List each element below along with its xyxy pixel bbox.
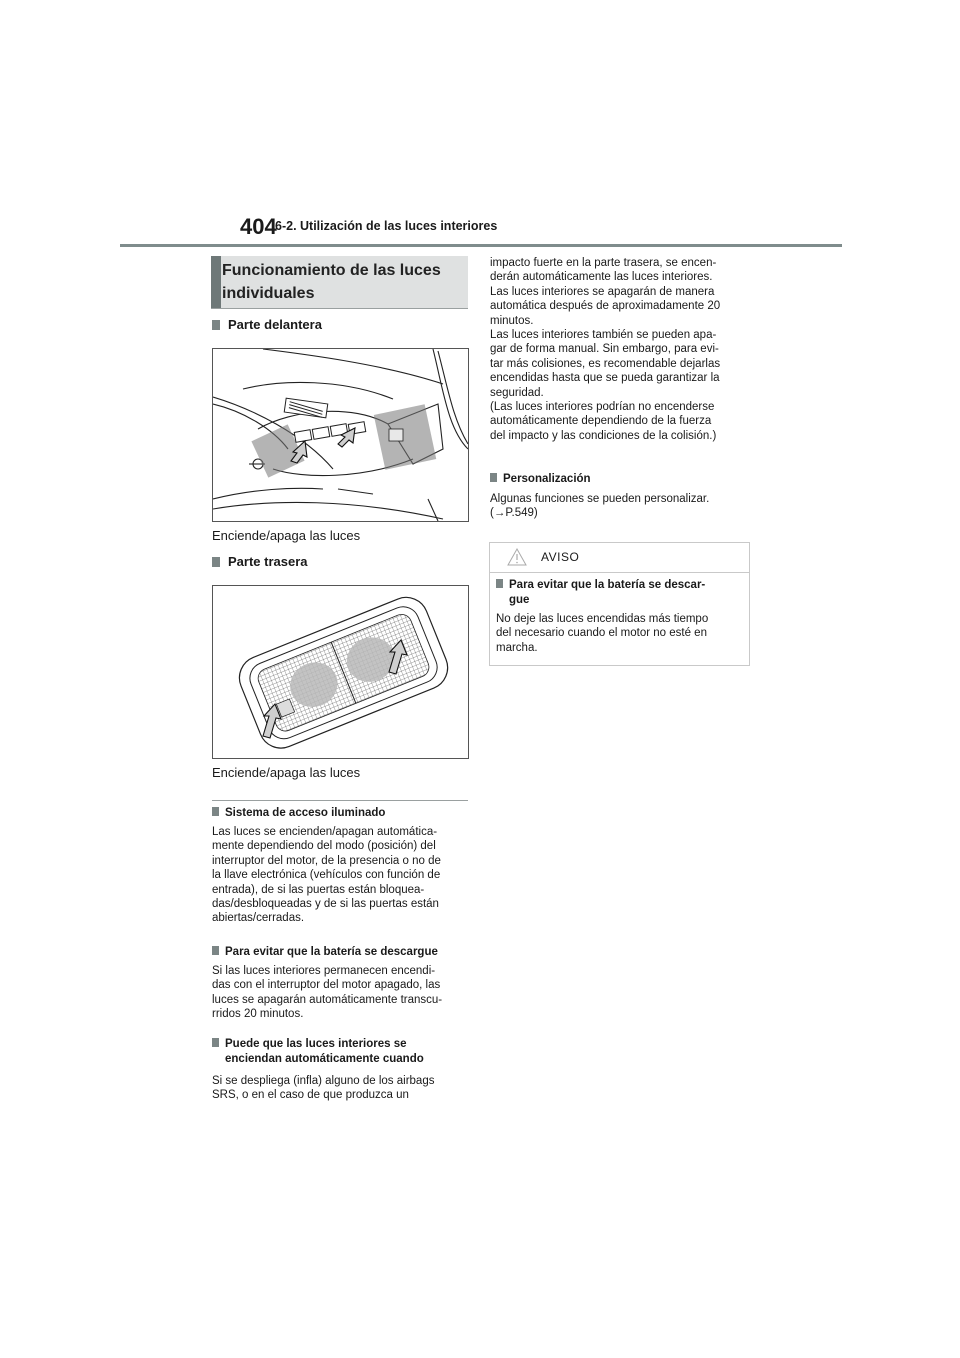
note-heading-auto-on: Puede que las luces interiores se enciendan automáticamente cuando	[212, 1037, 424, 1067]
continued-text: impacto fuerte en la parte trasera, se encen- derán automáticamente las luces interiores. Las luces interiores se apagarán de manera automática después de aproximadamente 20 minutos. Las luces interiores también se pueden apa- gar de forma manual. Sin embargo, para evi- tar más colisiones, es recomendable dejarlas encendidas hasta que se pueda garantizar la seguridad. (Las luces interiores podrían no encenderse automáticamente dependiendo de la fuerza del impacto y las condiciones de la colisión.)	[490, 257, 721, 442]
notes-divider	[212, 800, 468, 801]
bullet-square-icon	[212, 807, 219, 816]
chapter-title: 6-2. Utilización de las luces interiores	[275, 219, 498, 233]
personalization-text: Algunas funciones se pueden personalizar. (→P.549)	[490, 493, 710, 520]
rear-light-illustration	[212, 585, 469, 759]
bullet-square-icon	[496, 579, 503, 588]
personalization-heading: Personalización	[490, 472, 591, 487]
bullet-square-icon	[490, 473, 497, 482]
warning-label: AVISO	[541, 550, 580, 564]
section-divider	[211, 308, 468, 309]
bullet-square-icon	[212, 320, 220, 330]
front-light-illustration	[212, 348, 469, 522]
page-number: 404	[240, 214, 277, 239]
warning-header-divider	[490, 572, 749, 573]
header-divider	[120, 244, 842, 247]
warning-heading-line2: gue	[509, 594, 530, 606]
warning-triangle-icon	[507, 548, 527, 566]
note-text-illuminated-entry: Las luces se encienden/apagan automática- mente dependiendo del modo (posición) del interruptor del motor, de la presencia o no de la llave electrónica (vehículos con función de entrada), de si las puertas están bloquea- das/desbloqueadas y de si las puertas están abiertas/cerradas.	[212, 826, 441, 925]
front-caption: Enciende/apaga las luces	[212, 528, 361, 543]
note-text-battery: Si las luces interiores permanecen encendi- das con el interruptor del motor apagado, las luces se apagarán automáticamente transcu- rridos 20 minutos.	[212, 965, 443, 1021]
section-title-line1: Funcionamiento de las luces	[222, 262, 441, 279]
rear-lamp-drawing	[213, 586, 468, 758]
bullet-square-icon	[212, 946, 219, 955]
front-console-drawing	[213, 349, 468, 521]
bullet-square-icon	[212, 1038, 219, 1047]
note-heading-auto-on-line2: enciendan automáticamente cuando	[225, 1053, 424, 1065]
note-text-auto-on: Si se despliega (infla) alguno de los airbags SRS, o en el caso de que produzca un	[212, 1075, 435, 1102]
warning-text: No deje las luces encendidas más tiempo del necesario cuando el motor no esté en marcha.	[496, 613, 709, 654]
note-heading-battery: Para evitar que la batería se descargue	[212, 945, 438, 960]
warning-heading: Para evitar que la batería se descar- gue	[496, 578, 705, 608]
section-title-line2: individuales	[222, 285, 315, 302]
rear-caption: Enciende/apaga las luces	[212, 765, 361, 780]
front-heading: Parte delantera	[212, 317, 322, 332]
rear-heading: Parte trasera	[212, 554, 308, 569]
note-heading-illuminated-entry: Sistema de acceso iluminado	[212, 806, 385, 821]
bullet-square-icon	[212, 557, 220, 567]
section-title	[222, 259, 462, 305]
